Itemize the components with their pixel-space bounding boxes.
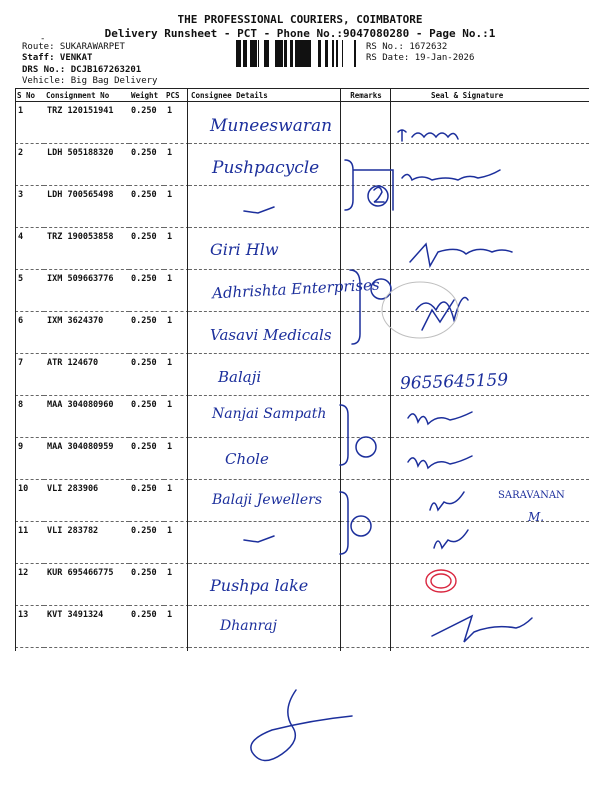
cell-weight: 0.250 [129, 606, 164, 648]
col-sno: S No [15, 89, 44, 102]
cell-sno: 12 [15, 564, 44, 606]
cell-consignment-no: LDH 700565498 [44, 186, 129, 228]
cell-weight: 0.250 [129, 480, 164, 522]
circled-remark [371, 279, 391, 299]
cell-sno: 4 [15, 228, 44, 270]
handwritten-consignee: Balaji [218, 368, 262, 386]
staff-label: Staff: VENKAT [22, 53, 93, 63]
handwritten-consignee: Chole [225, 450, 269, 468]
cell-sno: 1 [15, 102, 44, 144]
cell-consignment-no: KUR 695466775 [44, 564, 129, 606]
cell-weight: 0.250 [129, 396, 164, 438]
cell-pcs: 1 [164, 480, 189, 522]
col-signature: Seal & Signature [391, 89, 589, 102]
signature-2 [402, 170, 500, 180]
col-weight: Weight [129, 89, 164, 102]
vehicle-label: Vehicle: Big Bag Delivery [22, 76, 158, 86]
cell-consignment-no: TRZ 120151941 [44, 102, 129, 144]
handwritten-m: M. [528, 510, 545, 524]
cell-sno: 3 [15, 186, 44, 228]
cell-sno: 2 [15, 144, 44, 186]
cell-sno: 6 [15, 312, 44, 354]
tick-mark [244, 536, 274, 542]
cell-consignment-no: MAA 304080959 [44, 438, 129, 480]
cell-pcs: 1 [164, 228, 189, 270]
cell-pcs: 1 [164, 102, 189, 144]
rs-number: RS No.: 1672632 [366, 42, 448, 52]
circled-remark [368, 186, 388, 206]
col-consignment: Consignment No [44, 89, 129, 102]
signature-9 [408, 456, 472, 468]
cell-pcs: 1 [164, 354, 189, 396]
signature-13 [432, 616, 532, 642]
handwritten-phone: 9655645159 [399, 370, 509, 394]
cell-pcs: 1 [164, 144, 189, 186]
signature-5 [416, 298, 468, 321]
cell-pcs: 1 [164, 312, 189, 354]
cell-pcs: 1 [164, 270, 189, 312]
rs-date: RS Date: 19-Jan-2026 [366, 53, 475, 63]
cell-consignment-no: IXM 3624370 [44, 312, 129, 354]
cell-weight: 0.250 [129, 438, 164, 480]
cell-consignment-no: ATR 124670 [44, 354, 129, 396]
signature-10 [430, 492, 464, 510]
handwritten-consignee: Nanjai Sampath [212, 406, 327, 422]
company-title: THE PROFESSIONAL COURIERS, COIMBATORE [177, 13, 423, 26]
handwritten-consignee: Adhrishta Enterprises [211, 275, 381, 303]
handwritten-saravanan: SARAVANAN [498, 490, 565, 501]
cell-weight: 0.250 [129, 270, 164, 312]
faded-seal [382, 282, 458, 338]
handwritten-consignee: Balaji Jewellers [212, 492, 323, 508]
cell-consignment-no: LDH 505188320 [44, 144, 129, 186]
col-consignee: Consignee Details [189, 89, 341, 102]
cell-weight: 0.250 [129, 102, 164, 144]
cell-sno: 7 [15, 354, 44, 396]
cell-consignment-no: MAA 304080960 [44, 396, 129, 438]
cell-pcs: 1 [164, 186, 189, 228]
cell-consignment-no: TRZ 190053858 [44, 228, 129, 270]
cell-weight: 0.250 [129, 522, 164, 564]
bracket-group-2 [350, 270, 360, 344]
red-stamp [426, 570, 456, 592]
cell-sno: 11 [15, 522, 44, 564]
bracket-group-3 [340, 405, 348, 465]
col-remarks: Remarks [341, 89, 391, 102]
cell-weight: 0.250 [129, 144, 164, 186]
handwritten-consignee: Pushpacycle [212, 158, 320, 178]
cell-weight: 0.250 [129, 564, 164, 606]
cell-weight: 0.250 [129, 312, 164, 354]
circled-remark [356, 437, 376, 457]
cell-pcs: 1 [164, 522, 189, 564]
cell-consignment-no: IXM 509663776 [44, 270, 129, 312]
handwritten-consignee: Muneeswaran [210, 116, 333, 136]
cell-sno: 8 [15, 396, 44, 438]
cell-pcs: 1 [164, 564, 189, 606]
route-label: Route: SUKARAWARPET [22, 42, 125, 52]
bottom-signature [251, 690, 352, 761]
cell-consignment-no: KVT 3491324 [44, 606, 129, 648]
signature-8 [408, 412, 472, 424]
cell-sno: 5 [15, 270, 44, 312]
cell-pcs: 1 [164, 396, 189, 438]
handwritten-consignee: Pushpa lake [210, 576, 309, 595]
cell-pcs: 1 [164, 606, 189, 648]
signature-6 [422, 300, 454, 330]
cell-weight: 0.250 [129, 186, 164, 228]
signature-11 [434, 530, 468, 548]
cell-weight: 0.250 [129, 228, 164, 270]
cell-consignment-no: VLI 283782 [44, 522, 129, 564]
cell-sno: 9 [15, 438, 44, 480]
signature-4 [410, 244, 512, 266]
circled-remark [351, 516, 371, 536]
handwritten-consignee: Giri Hlw [210, 240, 279, 259]
signature-1 [398, 130, 458, 141]
header-dash: - [40, 34, 46, 44]
cell-consignment-no: VLI 283906 [44, 480, 129, 522]
cell-pcs: 1 [164, 438, 189, 480]
drs-number: DRS No.: DCJB167263201 [22, 65, 142, 75]
cell-weight: 0.250 [129, 354, 164, 396]
bracket-group-4 [340, 492, 348, 554]
runsheet-subtitle: Delivery Runsheet - PCT - Phone No.:9047080280 - Page No.:1 [104, 27, 496, 40]
cell-sno: 13 [15, 606, 44, 648]
handwritten-consignee: Vasavi Medicals [210, 326, 332, 344]
cell-sno: 10 [15, 480, 44, 522]
col-pcs: PCS [164, 89, 189, 102]
tick-mark [244, 207, 274, 213]
handwritten-consignee: Dhanraj [220, 618, 277, 634]
